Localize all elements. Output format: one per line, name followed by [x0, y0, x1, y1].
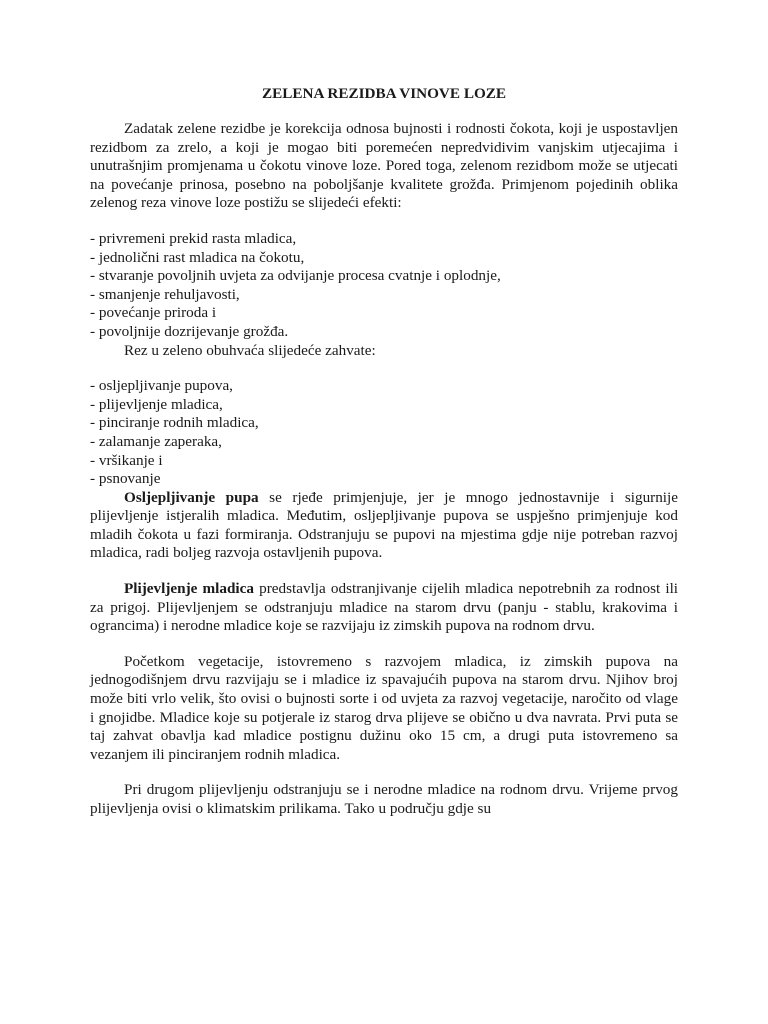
section-osljepljivanje: [90, 489, 678, 563]
paragraph-vegetacija: Početkom vegetacije, istovremeno s razvojem mladica, iz zimskih pupova na jednogodišnjem drvu razvijaju se i mladice iz spavajućih pupova na starom drvu. Njihov broj može biti vrlo velik, što ovisi o bujnosti sorte i od uvjeta za razvoj vegetacije, naročito od vlage i gnojidbe. Mladice koje su potjerale iz starog drva plijeve se obično u dva navrata. Prvi puta se taj zahvat obavlja kad mladice postignu dužinu oko 15 cm, a drugi puta istovremeno sa vezanjem ili pinciranjem rodnih mladica.: [90, 652, 678, 763]
list-item: - povoljnije dozrijevanje grožđa.: [90, 322, 289, 340]
effects-list: [90, 230, 678, 342]
list-item: - pinciranje rodnih mladica,: [90, 414, 259, 432]
paragraph-drugo-plijevljenje: Pri drugom plijevljenju odstranjuju se i nerodne mladice na rodnom drvu. Vrijeme prvog plijevljenja ovisi o klimatskim prilikama. Tako u području gdje su: [90, 781, 678, 817]
document-title: ZELENA REZIDBA VINOVE LOZE: [261, 85, 507, 102]
section-text: se rjeđe primjenjuje, jer je mnogo jednostavnije i sigurnije plijevljenje istjeralih mladica. Međutim, osljepljivanje pupova se uspješno primjenjuje kod mladih čokota u fazi formiranja. Odstranjuju se pupovi na mjestima gdje nije potreban razvoj mladica, radi boljeg razvoja ostavljenih pupova.: [90, 488, 678, 562]
section-plijevljenje: [90, 580, 678, 636]
document-page: [90, 84, 678, 819]
list-item: - smanjenje rehuljavosti,: [90, 285, 240, 303]
intro-paragraph: Zadatak zelene rezidbe je korekcija odnosa bujnosti i rodnosti čokota, koji je uspostavljen rezidbom za zrelo, a koji je mogao biti poremećen nepredvidivim vanjskim utjecajima i unutrašnjim promjenama u čokotu vinove loze. Pored toga, zelenom rezidbom može se utjecati na povećanje prinosa, posebno na poboljšanje kvalitete grožđa. Primjenom pojedinih oblika zelenog reza vinove loze postižu se slijedeći efekti:: [90, 120, 678, 212]
list-item: - plijevljenje mladica,: [90, 395, 223, 413]
list-item: - privremeni prekid rasta mladica,: [90, 229, 297, 247]
list-item: - jednolični rast mladica na čokotu,: [90, 248, 305, 266]
list-item: - psnovanje: [90, 470, 161, 488]
list-item: - stvaranje povoljnih uvjeta za odvijanje procesa cvatnje i oplodnje,: [90, 267, 501, 285]
measures-list: [90, 377, 678, 489]
measures-intro: Rez u zeleno obuhvaća slijedeće zahvate:: [124, 341, 376, 359]
list-item: - vršikanje i: [90, 451, 163, 469]
section-heading: Osljepljivanje pupa: [124, 488, 259, 506]
list-item: - povećanje priroda i: [90, 304, 217, 322]
section-text: predstavlja odstranjivanje cijelih mladica nepotrebnih za rodnost ili za prigoj. Plijevljenjem se odstranjuju mladice na starom drvu (panju - stablu, krakovima i ograncima) i nerodne mladice koje se razvijaju iz zimskih pupova na rodnom drvu.: [90, 580, 679, 635]
list-item: - osljepljivanje pupova,: [90, 377, 233, 395]
section-heading: Plijevljenje mladica: [124, 580, 254, 598]
list-item: - zalamanje zaperaka,: [90, 432, 222, 450]
